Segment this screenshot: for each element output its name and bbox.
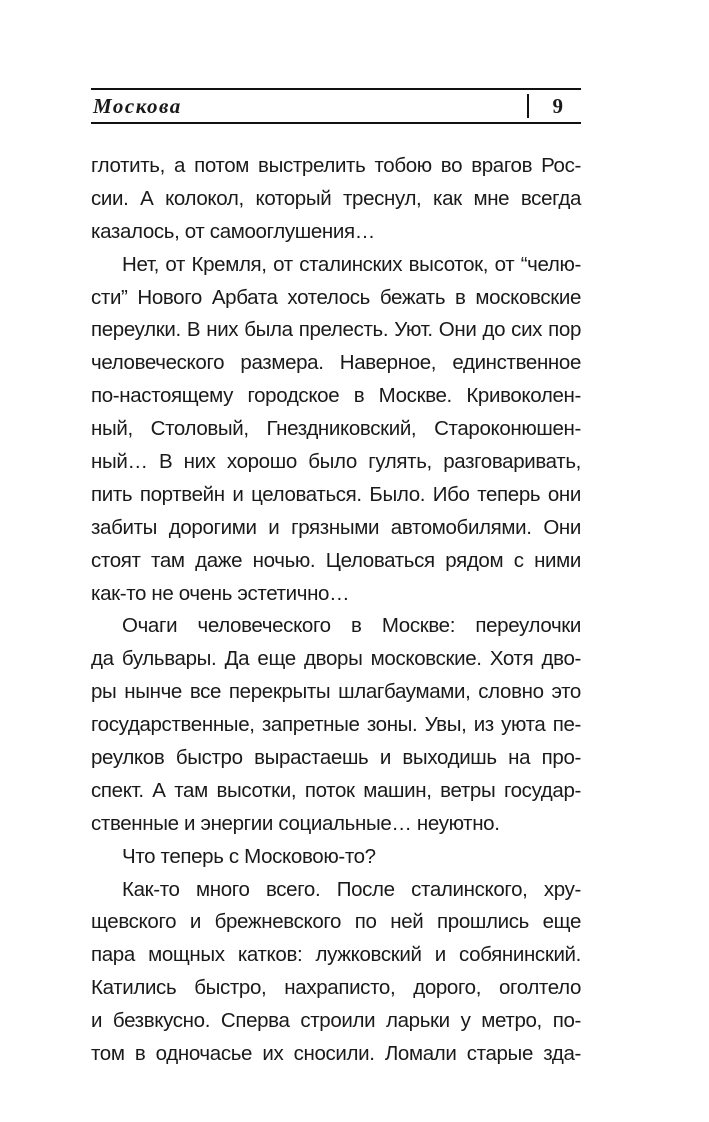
text-line: реулков быстро вырастаешь и выходишь на про-: [91, 746, 581, 770]
text-line: Как-то много всего. После сталинского, хру-: [122, 877, 581, 901]
text-line: Что теперь с Московою-то?: [122, 844, 376, 868]
running-header: [91, 88, 581, 124]
text-line: забиты дорогими и грязными автомобилями. Они: [91, 515, 581, 539]
text-line: казалось, от самооглушения…: [91, 219, 375, 243]
text-line: сти” Нового Арбата хотелось бежать в московские: [91, 285, 581, 309]
text-line: спект. А там высотки, поток машин, ветры государ-: [91, 778, 581, 802]
text-line: человеческого размера. Наверное, единственное: [91, 351, 581, 375]
text-line: ственные и энергии социальные… неуютно.: [91, 811, 500, 835]
text-line: переулки. В них была прелесть. Уют. Они до сих пор: [91, 318, 581, 342]
header-separator: [527, 94, 529, 118]
header-top-rule: [91, 88, 581, 90]
text-line: ры нынче все перекрыты шлагбаумами, словно это: [91, 680, 581, 704]
page-number: 9: [552, 94, 563, 118]
chapter-title: Москова: [93, 94, 182, 118]
text-line: том в одночасье их сносили. Ломали старые зда-: [91, 1042, 581, 1066]
text-line: стоят там даже ночью. Целоваться рядом с ними: [91, 548, 581, 572]
text-line: глотить, а потом выстрелить тобою во врагов Рос-: [91, 154, 581, 177]
text-line: Катились быстро, нахраписто, дорого, оголтело: [91, 976, 581, 1000]
text-line: пить портвейн и целоваться. Было. Ибо теперь они: [91, 482, 581, 506]
text-line: Нет, от Кремля, от сталинских высоток, от “челю-: [122, 252, 581, 276]
text-line: по-настоящему городское в Москве. Кривоколен-: [91, 384, 581, 408]
header-bottom-rule: [91, 122, 581, 124]
text-line: да бульвары. Да еще дворы московские. Хотя дво-: [91, 647, 581, 671]
text-line: пара мощных катков: лужковский и собянинский.: [91, 943, 581, 967]
body-text: [91, 150, 581, 1071]
text-line: государственные, запретные зоны. Увы, из уюта пе-: [91, 713, 581, 737]
text-line: как-то не очень эстетично…: [91, 581, 350, 605]
text-line: щевского и брежневского по ней прошлись еще: [91, 910, 581, 934]
text-line: Очаги человеческого в Москве: переулочки: [122, 614, 581, 638]
text-line: ный… В них хорошо было гулять, разговаривать,: [91, 450, 581, 474]
text-line: ный, Столовый, Гнездниковский, Староконюшен-: [91, 417, 581, 441]
text-line: сии. А колокол, который треснул, как мне всегда: [91, 186, 581, 210]
text-line: и безвкусно. Сперва строили ларьки у метро, по-: [91, 1009, 581, 1033]
